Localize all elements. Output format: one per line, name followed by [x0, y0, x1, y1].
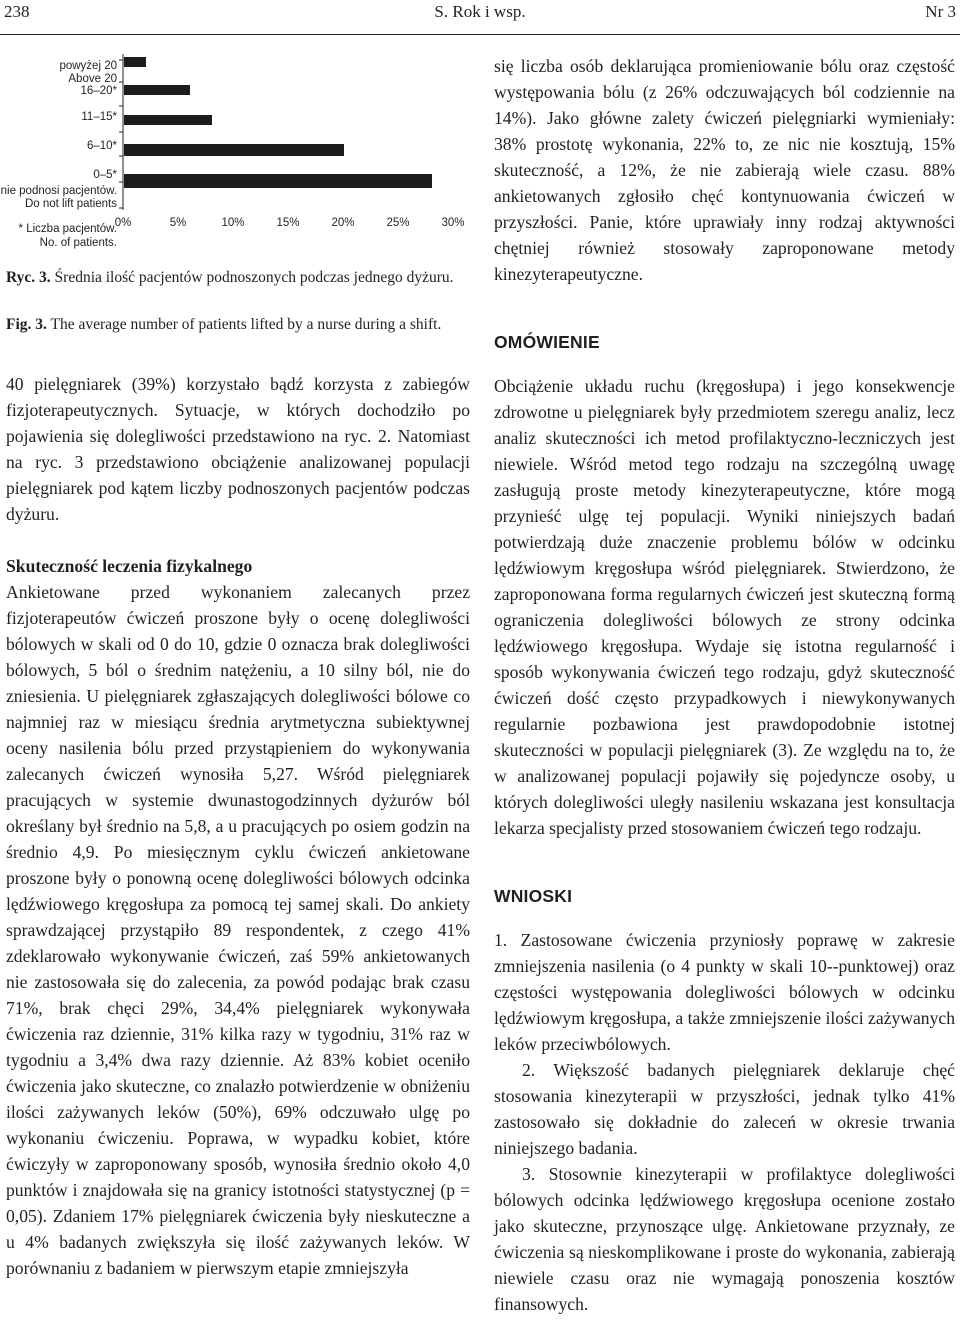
bar — [124, 144, 344, 156]
page-number: 238 — [4, 2, 30, 21]
category-label: 6–10* — [86, 140, 117, 152]
bar — [124, 57, 146, 67]
category-label: powyżej 20 — [59, 60, 117, 72]
category-label: Do not lift patients — [24, 198, 117, 210]
category-label: nie podnosi pacjentów. — [0, 185, 117, 197]
section-heading-wnioski: WNIOSKI — [494, 886, 573, 906]
bar — [124, 174, 432, 188]
header-rule — [0, 34, 960, 35]
chart-footnote: No. of patients. — [39, 237, 117, 249]
bar — [124, 85, 190, 95]
caption-en-text: The average number of patients lifted by a nurse during a shift. — [50, 316, 442, 333]
paragraph: Ankietowane przed wykonaniem zalecanych przez fizjoterapeutów ćwiczeń proszone były o ocenę dolegliwości bólowych w skali od 0 do 10, gdzie 0 oznacza brak dolegliwości bólowych, 5 ból o średnim natężeniu, a 10 silny ból, nie do zniesienia. U pielęgniarek zgłaszających dolegliwości bólowe co najmniej raz w miesiącu średnia arytmetyczna subiektywnej oceny nasilenia bólu przed przystąpieniem do wykonywania zalecanych ćwiczeń wynosiła 5,27. Wśród pielęgniarek pracujących w systemie dwunastogodzinnych dyżurów ból określany był średnio na 5,8, a u pracujących po osiem godzin na średnio 4,9. Po miesięcznym cyklu ćwiczeń ankietowane proszone były o ponowną ocenę dolegliwości bólowych odcinka lędźwiowego kręgosłupa za pomocą tej samej skali. Do ankiety sprawdzającej przystąpiło 89 respondentek, z czego 41% zdeklarowało wykonywanie ćwiczeń, zaś 59% ankietowanych nie zastosowała się do zalecenia, za powód podając brak czasu 71%, brak chęci 29%, 34,4% pielęgniarek wykonywała ćwiczenia raz dziennie, 31% kilka razy w tygodniu, 31% raz w tygodniu a 3,4% dwa razy dziennie. Aż 83% kobiet oceniło ćwiczenia jako skuteczne, co znalazło potwierdzenie w obniżeniu ilości zażywanych leków (50%), 69% odczuwało ulgę po wykonaniu ćwiczeniu. Poprawa, w wypadku kobiet, które ćwiczyły w zaproponowany sposób, wynosiła średnio około 4,0 punktów i znajdowała się na granicy istotności statystycznej (p = 0,05). Zdaniem 17% pielęgniarek ćwiczenia były nieskuteczne a u 4% badanych zwiększyła się ilość zażywanych leków. W porównaniu z badaniem w pierwszym etapie zmniejszyła — [6, 582, 470, 1278]
category-label: 0–5* — [93, 169, 117, 181]
issue-number: Nr 3 — [925, 2, 956, 21]
conclusion-item: 3. Stosownie kinezyterapii w profilaktyce dolegliwości bólowych odcinka lędźwiowego kręgosłupa ocenione zostało jako skuteczne, przynoszące ulgę. Ankietowane przyznały, ze ćwiczenia są nieskomplikowane i proste do wykonania, zabierają niewiele czasu oraz nie wymagają ponoszenia kosztów finansowych. — [494, 1164, 955, 1314]
x-tick-label: 0% — [114, 217, 132, 229]
caption-en-label: Fig. 3. — [6, 316, 47, 333]
category-label: Above 20 — [68, 73, 117, 85]
paragraph: 40 pielęgniarek (39%) korzystało bądź korzysta z zabiegów fizjoterapeutycznych. Sytuacje, w których dochodziło po pojawienia się dolegliwości przedstawiono na ryc. 2. Natomiast na ryc. 3 przedstawiono obciążenie analizowanej populacji pielęgniarek pod kątem liczby podnoszonych pacjentów podczas dyżuru. — [6, 374, 470, 524]
category-label: 11–15* — [81, 111, 117, 123]
paragraph: Obciążenie układu ruchu (kręgosłupa) i jego konsekwencje zdrowotne u pielęgniarek były przedmiotem szeregu analiz, lecz analiz skuteczności ich metod profilaktyczno-leczniczych jest niewiele. Wśród metod tego rodzaju na szczególną uwagę zasługują proste metody kinezyterapeutyczne, które mogą przynieść ulgę tej populacji. Wyniki niniejszych badań potwierdzają duże znaczenie problemu bólów w odcinku lędźwiowym kręgosłupa wśród pielęgniarek. Stwierdzono, że zaproponowana forma regularnych ćwiczeń jest skuteczną formą ograniczenia dolegliwości bólowych ze strony odcinka lędźwiowego kręgosłupa. Wydaje się istotna regularność i sposób wykonywania ćwiczeń tego rodzaju, gdyż skuteczność ćwiczeń dość często przypadkowych i niewykonywanych regularnie pozbawiona jest prawdopodobnie istotnej skuteczności w populacji pielęgniarek (3). Ze względu na to, że w analizowanej populacji pojawiły się pojedyncze osoby, u których dolegliwości uległy nasileniu wskazana jest konsultacja lekarza specjalisty przed stosowaniem ćwiczeń tego rodzaju. — [494, 376, 955, 838]
x-tick-label: 5% — [169, 217, 187, 229]
caption-pl — [6, 268, 476, 287]
conclusion-item: 2. Większość badanych pielęgniarek deklaruje chęć stosowania kinezyterapii w przyszłości, jednak tylko 41% zastosowało się dokładnie do zaleceń w okresie trwania niniejszego badania. — [494, 1060, 955, 1158]
caption-en — [6, 315, 476, 334]
x-tick-label: 10% — [221, 217, 245, 229]
running-title: S. Rok i wsp. — [434, 2, 526, 21]
right-column — [494, 53, 955, 1317]
bar — [124, 115, 212, 125]
section-heading-omowienie: OMÓWIENIE — [494, 332, 600, 352]
x-tick-label: 15% — [276, 217, 300, 229]
conclusion-item: 1. Zastosowane ćwiczenia przyniosły poprawę w zakresie zmniejszenia nasilenia (o 4 punkty w skali 10--punktowej) oraz częstości występowania dolegliwości bólowych w odcinku lędźwiowym kręgosłupa, a także zmniejszenie ilości zażywanych leków przeciwbólowych. — [494, 930, 955, 1054]
x-tick-label: 20% — [331, 217, 355, 229]
bar-chart-svg — [0, 48, 480, 253]
page-header — [0, 0, 960, 36]
left-column — [6, 371, 470, 1281]
caption-pl-label: Ryc. 3. — [6, 269, 51, 286]
x-tick-label: 25% — [386, 217, 410, 229]
paragraph: się liczba osób deklarująca promieniowanie bólu oraz częstość występowania bólu (z 26% odczuwających ból codziennie na 14%). Jako główne zalety ćwiczeń pielęgniarki wymieniały: 38% prostotę wykonania, 22% to, ze nic nie kosztują, 15% skuteczność, a 12%, że nie zabierają wiele czasu. 88% ankietowanych zgłosiło chęć kontynuowania ćwiczeń w przyszłości. Panie, które uprawiały inny rodzaj aktywności chętniej również stosowały zaproponowane metody kinezyterapeutyczne. — [494, 56, 955, 284]
category-label: 16–20* — [80, 85, 117, 97]
x-tick-label: 30% — [441, 217, 465, 229]
figure-3-chart — [0, 48, 480, 253]
caption-pl-text: Średnia ilość pacjentów podnoszonych podczas jednego dyżuru. — [54, 269, 454, 286]
subsection-heading: Skuteczność leczenia fizykalnego — [6, 556, 253, 576]
chart-footnote: * Liczba pacjentów. — [18, 223, 117, 235]
